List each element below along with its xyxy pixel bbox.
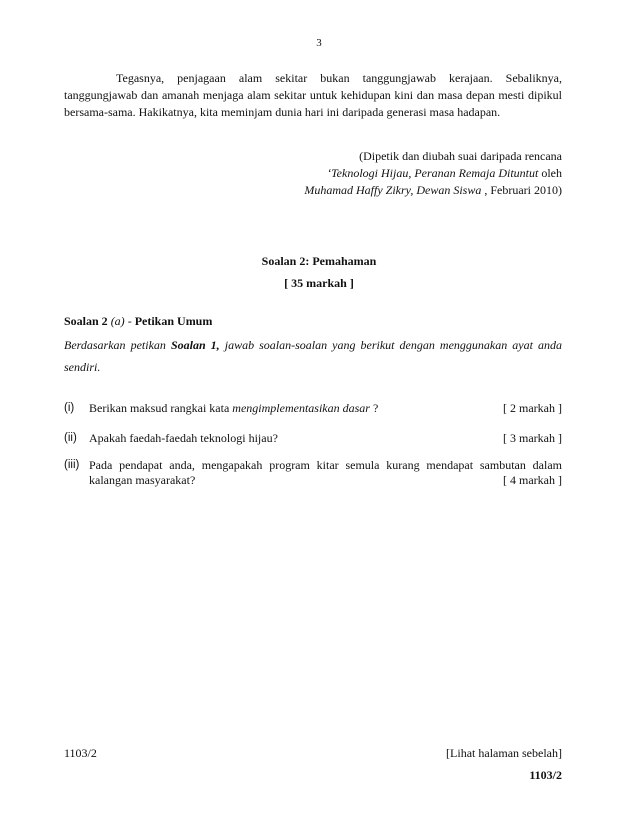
instruction-ref: Soalan 1, (170, 338, 220, 352)
footer-paper-code-bold: 1103/2 (529, 768, 562, 782)
passage-paragraph: Tegasnya, penjagaan alam sekitar bukan tanggungjawab kerajaan. Sebaliknya, tanggungjawab dan amanah menjaga alam sekitar untuk kehidupan kini dan masa depan mesti dipikul bersama-sama. Hakikatnya, kita meminjam dunia hari ini daripada generasi masa hadapan. (64, 71, 562, 119)
source-line-2-tail: oleh (538, 166, 562, 180)
section-title: Soalan 2: Pemahaman (261, 254, 377, 268)
source-line-2 (304, 165, 562, 182)
question-item (64, 401, 562, 416)
source-line-3 (304, 182, 562, 199)
source-citation (304, 148, 562, 199)
item-number: (iii) (64, 459, 80, 471)
item-text: Berikan maksud rangkai kata (89, 401, 233, 415)
question-part: (a) (110, 314, 125, 328)
source-line-3-tail: , Februari 2010) (481, 183, 562, 197)
footer-paper-code: 1103/2 (64, 746, 97, 760)
article-title: ‘Teknologi Hijau, Peranan Remaja Dituntut (327, 166, 539, 180)
instruction-lead: Berdasarkan petikan (64, 338, 171, 352)
question-title (64, 313, 212, 329)
item-text-tail: ? (369, 401, 379, 415)
footer-next-page: [Lihat halaman sebelah] (446, 746, 562, 760)
item-italic-term: mengimplementasikan dasar (232, 401, 370, 415)
item-marks: [ 4 markah ] (503, 473, 562, 487)
instruction (64, 334, 562, 378)
instruction-rest: jawab soalan-soalan yang berikut dengan menggunakan ayat anda sendiri. (64, 338, 562, 374)
source-line-1: (Dipetik dan diubah suai daripada rencana (359, 149, 562, 163)
question-item (64, 431, 562, 446)
page-number: 3 (316, 37, 322, 49)
question-topic: Petikan Umum (134, 314, 213, 328)
question-item (64, 458, 562, 488)
item-marks: [ 2 markah ] (503, 401, 562, 415)
item-text: Pada pendapat anda, mengapakah program kitar semula kurang mendapat sambutan dalam kalangan masyarakat? (89, 458, 562, 487)
item-number: (ii) (64, 432, 77, 444)
author-magazine: Muhamad Haffy Zikry, Dewan Siswa (304, 183, 482, 197)
section-marks: [ 35 markah ] (284, 276, 354, 290)
item-number: (i) (64, 402, 75, 414)
question-separator: - (124, 314, 135, 328)
item-text: Apakah faedah-faedah teknologi hijau? (89, 431, 278, 445)
item-marks: [ 3 markah ] (503, 431, 562, 445)
question-label: Soalan 2 (64, 314, 108, 328)
